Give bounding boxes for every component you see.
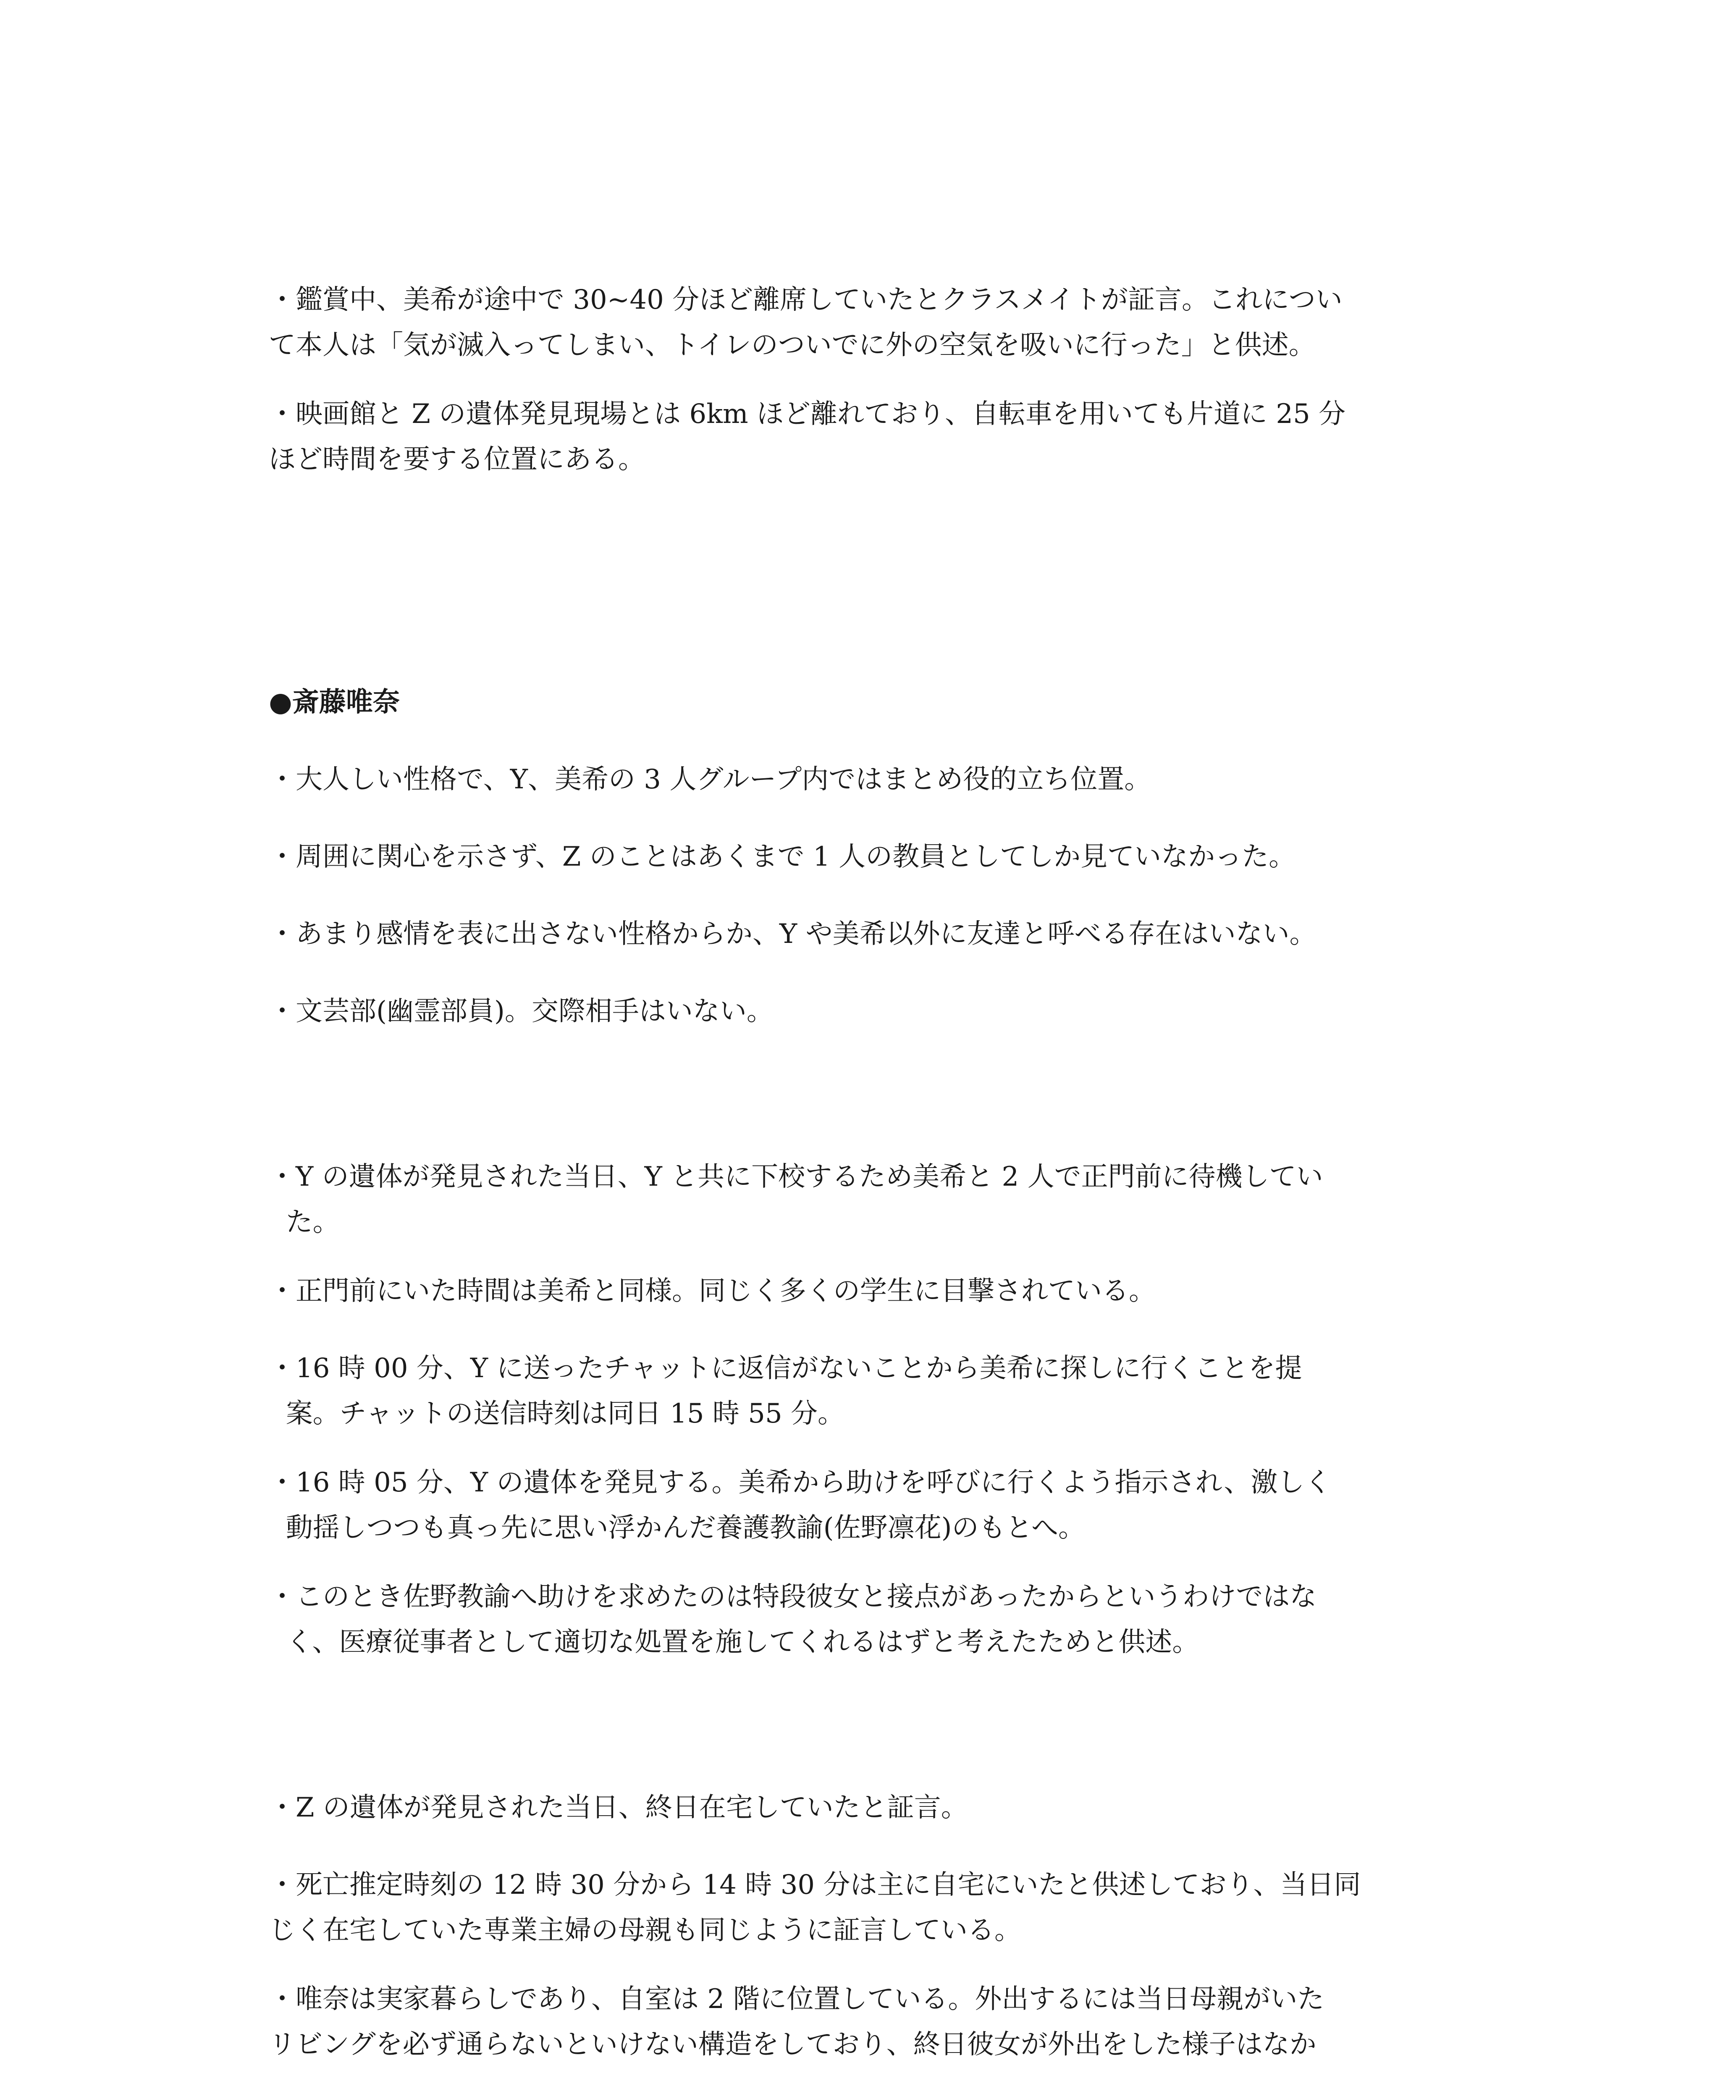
page-content (269, 277, 1487, 2067)
paragraph-profile-club: ・文芸部(幽霊部員)。交際相手はいない。 (269, 996, 774, 1027)
paragraph-y-day-1605: ・16 時 05 分、Y の遺体を発見する。美希から助けを呼びに行くよう指示され、激しく 動揺しつつも真っ先に思い浮かんだ養護教諭(佐野凛花)のもとへ。 (269, 1467, 1332, 1544)
paragraph-theater-distance: ・映画館と Z の遺体発見現場とは 6km ほど離れており、自転車を用いても片道に 25 分 ほど時間を要する位置にある。 (269, 399, 1346, 475)
paragraph-z-day-house-layout: ・唯奈は実家暮らしであり、自室は 2 階に位置している。外出するには当日母親がいた リビングを必ず通らないといけない構造をしており、終日彼女が外出をした様子はなか (269, 1984, 1324, 2060)
paragraph-z-day-alibi: ・死亡推定時刻の 12 時 30 分から 14 時 30 分は主に自宅にいたと供述しており、当日同 じく在宅していた専業主婦の母親も同じように証言している。 (269, 1869, 1361, 1946)
paragraph-y-day-waiting: ・Y の遺体が発見された当日、Y と共に下校するため美希と 2 人で正門前に待機してい た。 (269, 1161, 1323, 1238)
paragraph-z-day-home: ・Z の遺体が発見された当日、終日在宅していたと証言。 (269, 1792, 968, 1823)
paragraph-y-day-sano: ・このとき佐野教諭へ助けを求めたのは特段彼女と接点があったからというわけではな く、医療従事者として適切な処置を施してくれるはずと考えたためと供述。 (269, 1581, 1317, 1658)
paragraph-profile-personality: ・大人しい性格で、Y、美希の 3 人グループ内ではまとめ役的立ち位置。 (269, 764, 1151, 795)
paragraph-y-day-gate-time: ・正門前にいた時間は美希と同様。同じく多くの学生に目撃されている。 (269, 1276, 1156, 1307)
paragraph-profile-indifference: ・周囲に関心を示さず、Z のことはあくまで 1 人の教員としてしか見ていなかった。 (269, 841, 1296, 872)
section-heading-saito-yuina: ●斎藤唯奈 (269, 687, 400, 718)
paragraph-profile-friends: ・あまり感情を表に出さない性格からか、Y や美希以外に友達と呼べる存在はいない。 (269, 919, 1316, 950)
paragraph-mika-absence: ・鑑賞中、美希が途中で 30~40 分ほど離席していたとクラスメイトが証言。これについ て本人は「気が滅入ってしまい、トイレのついでに外の空気を吸いに行った」と供述。 (269, 284, 1343, 361)
paragraph-y-day-1600: ・16 時 00 分、Y に送ったチャットに返信がないことから美希に探しに行くことを提 案。チャットの送信時刻は同日 15 時 55 分。 (269, 1353, 1302, 1429)
